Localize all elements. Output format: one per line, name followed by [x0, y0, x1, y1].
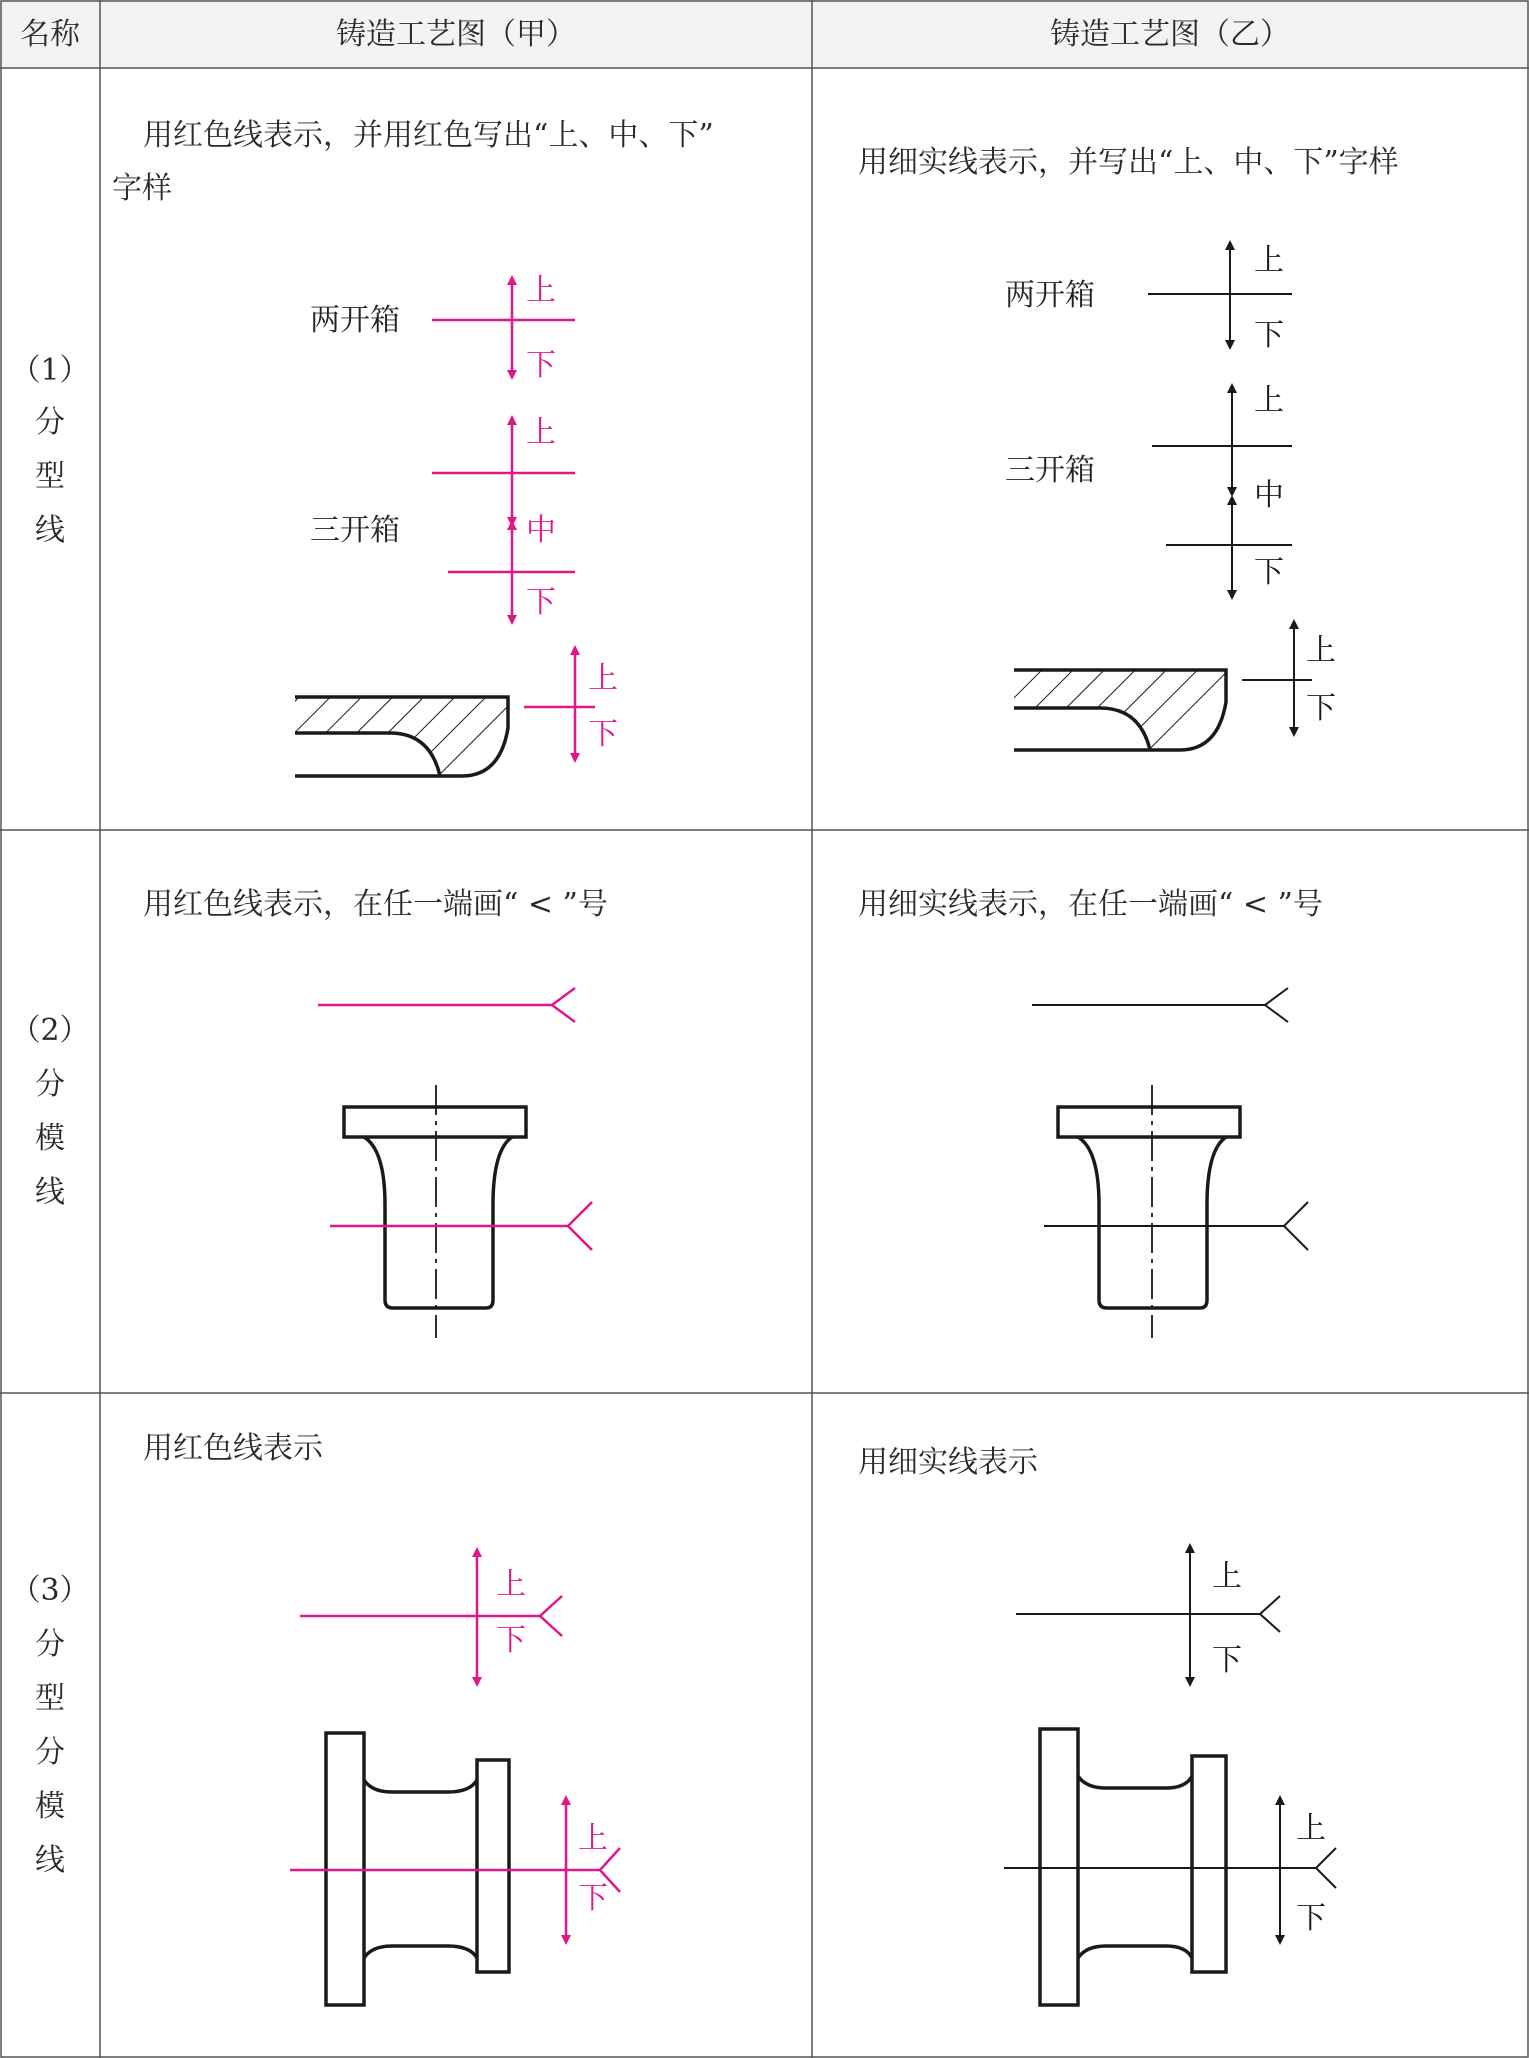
label-mid: 中 — [1254, 478, 1284, 513]
row1-parting-diagram-black — [1005, 243, 1336, 750]
label-up: 上 — [1306, 633, 1336, 668]
label-up: 上 — [526, 415, 556, 450]
row2-pattern-diagram-black — [1032, 988, 1308, 1338]
row3-name — [10, 1573, 89, 1878]
row1-desc-a-line1: 用红色线表示，并用红色写出“上、中、下” — [143, 118, 714, 153]
row3-name-char: 分 — [35, 1735, 65, 1770]
label-up: 上 — [526, 273, 556, 308]
two-box-label: 两开箱 — [1005, 278, 1095, 313]
label-down: 下 — [1306, 691, 1336, 726]
row3-name-number: （3） — [10, 1573, 90, 1608]
row2-name-char: 模 — [35, 1121, 65, 1156]
row2-name-number: （2） — [10, 1013, 90, 1048]
row1-parting-diagram-red — [295, 273, 618, 776]
row2-name — [10, 1013, 89, 1210]
three-box-label: 三开箱 — [310, 513, 400, 548]
label-down: 下 — [1254, 555, 1284, 590]
label-down: 下 — [1296, 1901, 1326, 1936]
label-up: 上 — [588, 661, 618, 696]
label-up: 上 — [496, 1567, 526, 1602]
label-up: 上 — [1254, 383, 1284, 418]
row3-parting-pattern-diagram-red — [290, 1552, 620, 2005]
header-process-a: 铸造工艺图（甲） — [336, 17, 576, 52]
label-up: 上 — [1212, 1559, 1242, 1594]
row1-name-char: 分 — [35, 405, 65, 440]
header-name: 名称 — [20, 17, 80, 52]
row1-name — [10, 353, 89, 548]
label-up: 上 — [1296, 1811, 1326, 1846]
header-background — [0, 0, 1529, 68]
row3-name-char: 型 — [35, 1681, 65, 1716]
two-box-label: 两开箱 — [310, 303, 400, 338]
header-process-b: 铸造工艺图（乙） — [1050, 17, 1290, 52]
label-down: 下 — [588, 717, 618, 752]
row3-desc-a: 用红色线表示 — [143, 1431, 323, 1466]
row2-pattern-diagram-red — [318, 988, 592, 1338]
label-up: 上 — [578, 1821, 608, 1856]
row3-parting-pattern-diagram-black — [1004, 1548, 1336, 2005]
row3-name-char: 线 — [35, 1843, 65, 1878]
row2-name-char: 分 — [35, 1067, 65, 1102]
label-down: 下 — [1254, 318, 1284, 353]
row3-desc-b: 用细实线表示 — [858, 1445, 1038, 1480]
row1-name-number: （1） — [10, 353, 90, 388]
row1-name-char: 型 — [35, 459, 65, 494]
label-up: 上 — [1254, 243, 1284, 278]
label-down: 下 — [526, 348, 556, 383]
label-mid: 中 — [526, 513, 556, 548]
label-down: 下 — [578, 1881, 608, 1916]
row3-name-char: 模 — [35, 1789, 65, 1824]
row2-name-char: 线 — [35, 1175, 65, 1210]
label-down: 下 — [496, 1623, 526, 1658]
three-box-label: 三开箱 — [1005, 453, 1095, 488]
row2-desc-b: 用细实线表示，在任一端画“ < ”号 — [858, 887, 1323, 922]
label-down: 下 — [1212, 1643, 1242, 1678]
row1-name-char: 线 — [35, 513, 65, 548]
row1-desc-a-line2: 字样 — [112, 171, 172, 206]
row1-desc-b: 用细实线表示，并写出“上、中、下”字样 — [858, 145, 1399, 180]
row2-desc-a: 用红色线表示，在任一端画“ < ”号 — [143, 887, 608, 922]
row3-name-char: 分 — [35, 1627, 65, 1662]
label-down: 下 — [526, 585, 556, 620]
